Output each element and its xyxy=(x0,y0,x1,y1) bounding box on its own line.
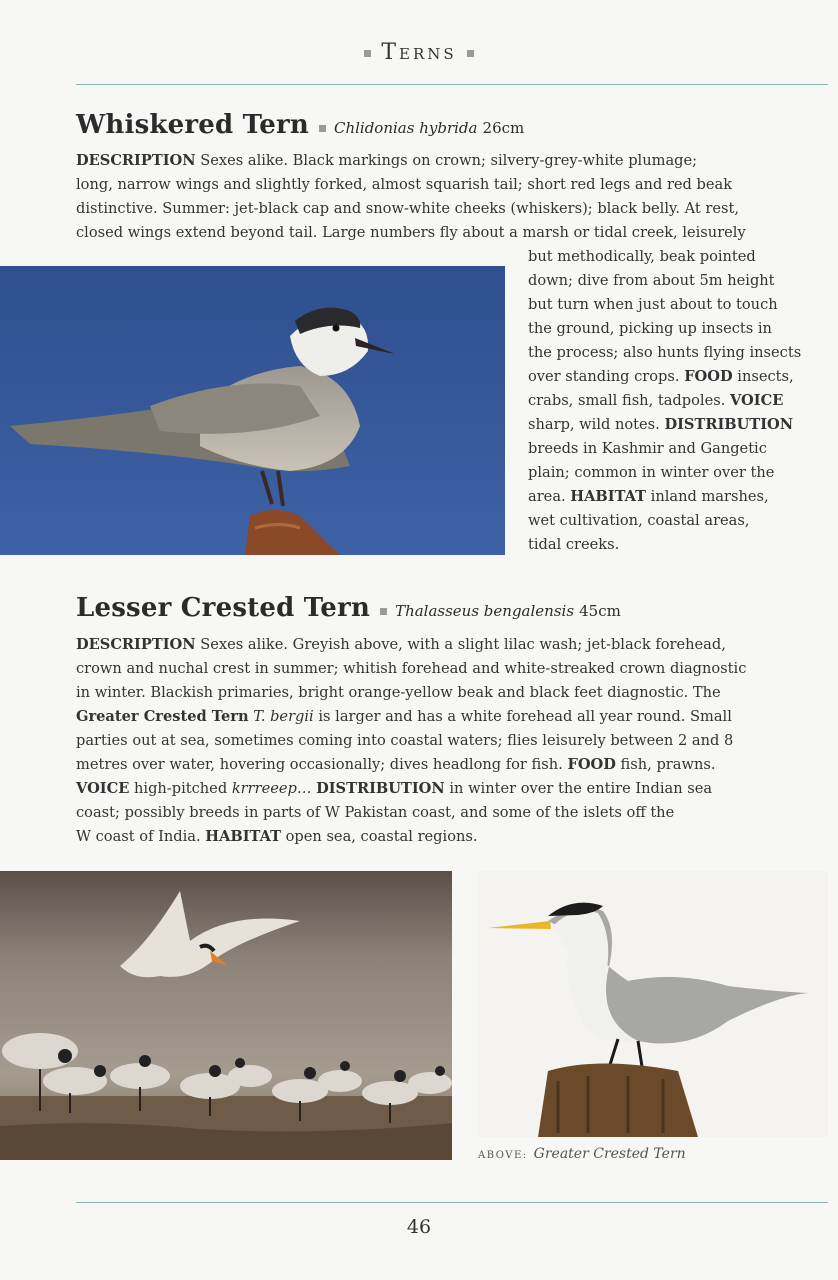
page-number: 46 xyxy=(406,1216,432,1238)
species-name: Lesser Crested Tern xyxy=(76,593,371,623)
food-text: fish, prawns. xyxy=(620,756,716,773)
description-line: is larger and has a white forehead all year round. Small xyxy=(318,708,732,725)
body-line: but turn when just about to touch xyxy=(528,296,778,313)
distribution-text: plain; common in winter over the xyxy=(528,464,775,481)
description-line: metres over water, hovering occasionally; dives headlong for fish. xyxy=(76,756,563,773)
species-name: Whiskered Tern xyxy=(76,110,309,140)
body-line: but methodically, beak pointed xyxy=(528,248,756,265)
species-title-lesser-crested-tern xyxy=(76,593,621,623)
square-bullet-icon xyxy=(319,125,326,132)
food-text: insects, xyxy=(737,368,794,385)
whiskered-wrap-text xyxy=(528,245,828,557)
footer-rule xyxy=(76,1202,828,1203)
scientific-name: Chlidonias hybrida xyxy=(333,119,478,137)
description-line: in winter. Blackish primaries, bright orange-yellow beak and black feet diagnostic. The xyxy=(76,684,721,701)
description-line: crown and nuchal crest in summer; whitish forehead and white-streaked crown diagnostic xyxy=(76,660,747,677)
lesser-crested-terns-flock-photo xyxy=(0,871,452,1160)
square-bullet-icon xyxy=(467,50,474,57)
description-line: closed wings extend beyond tail. Large numbers fly about a marsh or tidal creek, leisurely xyxy=(76,224,746,241)
photo-caption xyxy=(478,1146,686,1162)
food-label: FOOD xyxy=(567,756,616,773)
habitat-label: HABITAT xyxy=(205,828,281,845)
voice-text: sharp, wild notes. xyxy=(528,416,660,433)
habitat-text: inland marshes, xyxy=(650,488,769,505)
distribution-label: DISTRIBUTION xyxy=(316,780,445,797)
header-title: Terns xyxy=(381,40,457,65)
running-header xyxy=(0,40,838,65)
species-size: 45cm xyxy=(579,602,621,620)
description-line: Sexes alike. Black markings on crown; silvery-grey-white plumage; xyxy=(200,152,698,169)
voice-call: krrreeep… xyxy=(231,780,312,797)
body-line: the process; also hunts flying insects xyxy=(528,344,802,361)
distribution-text: in winter over the entire Indian sea xyxy=(449,780,713,797)
distribution-text: area. xyxy=(528,488,566,505)
scientific-name: Thalasseus bengalensis xyxy=(395,602,575,620)
greater-crested-sci: T. bergii xyxy=(253,708,314,725)
body-line: down; dive from about 5m height xyxy=(528,272,775,289)
voice-label: VOICE xyxy=(76,780,130,797)
body-line: over standing crops. xyxy=(528,368,680,385)
species-size: 26cm xyxy=(482,119,525,137)
food-text: crabs, small fish, tadpoles. xyxy=(528,392,726,409)
distribution-text: breeds in Kashmir and Gangetic xyxy=(528,440,767,457)
header-rule xyxy=(76,84,828,85)
species-title-whiskered-tern xyxy=(76,110,524,140)
voice-text: high-pitched xyxy=(134,780,228,797)
whiskered-description xyxy=(76,149,828,245)
description-line: Sexes alike. Greyish above, with a slight lilac wash; jet-black forehead, xyxy=(200,636,726,653)
habitat-text: open sea, coastal regions. xyxy=(285,828,478,845)
description-line: parties out at sea, sometimes coming into coastal waters; flies leisurely between 2 and 8 xyxy=(76,732,734,749)
distribution-text: coast; possibly breeds in parts of W Pakistan coast, and some of the islets off the xyxy=(76,804,675,821)
description-line: long, narrow wings and slightly forked, almost squarish tail; short red legs and red beak xyxy=(76,176,733,193)
habitat-text: wet cultivation, coastal areas, xyxy=(528,512,750,529)
square-bullet-icon xyxy=(364,50,371,57)
voice-label: VOICE xyxy=(729,392,784,409)
food-label: FOOD xyxy=(684,368,733,385)
habitat-label: HABITAT xyxy=(570,488,647,505)
description-label: DESCRIPTION xyxy=(76,636,196,653)
description-label: DESCRIPTION xyxy=(76,152,196,169)
caption-text: Greater Crested Tern xyxy=(533,1146,686,1162)
whiskered-tern-photo xyxy=(0,266,505,555)
habitat-text: tidal creeks. xyxy=(528,536,620,553)
greater-crested-tern-photo xyxy=(478,871,828,1137)
distribution-text: W coast of India. xyxy=(76,828,201,845)
body-line: the ground, picking up insects in xyxy=(528,320,772,337)
square-bullet-icon xyxy=(380,608,387,615)
caption-label: ABOVE: xyxy=(478,1150,528,1161)
distribution-label: DISTRIBUTION xyxy=(664,416,794,433)
greater-crested-name: Greater Crested Tern xyxy=(76,708,249,725)
description-line: distinctive. Summer: jet-black cap and snow-white cheeks (whiskers); black belly. At rest, xyxy=(76,200,739,217)
lesser-crested-description xyxy=(76,633,828,849)
